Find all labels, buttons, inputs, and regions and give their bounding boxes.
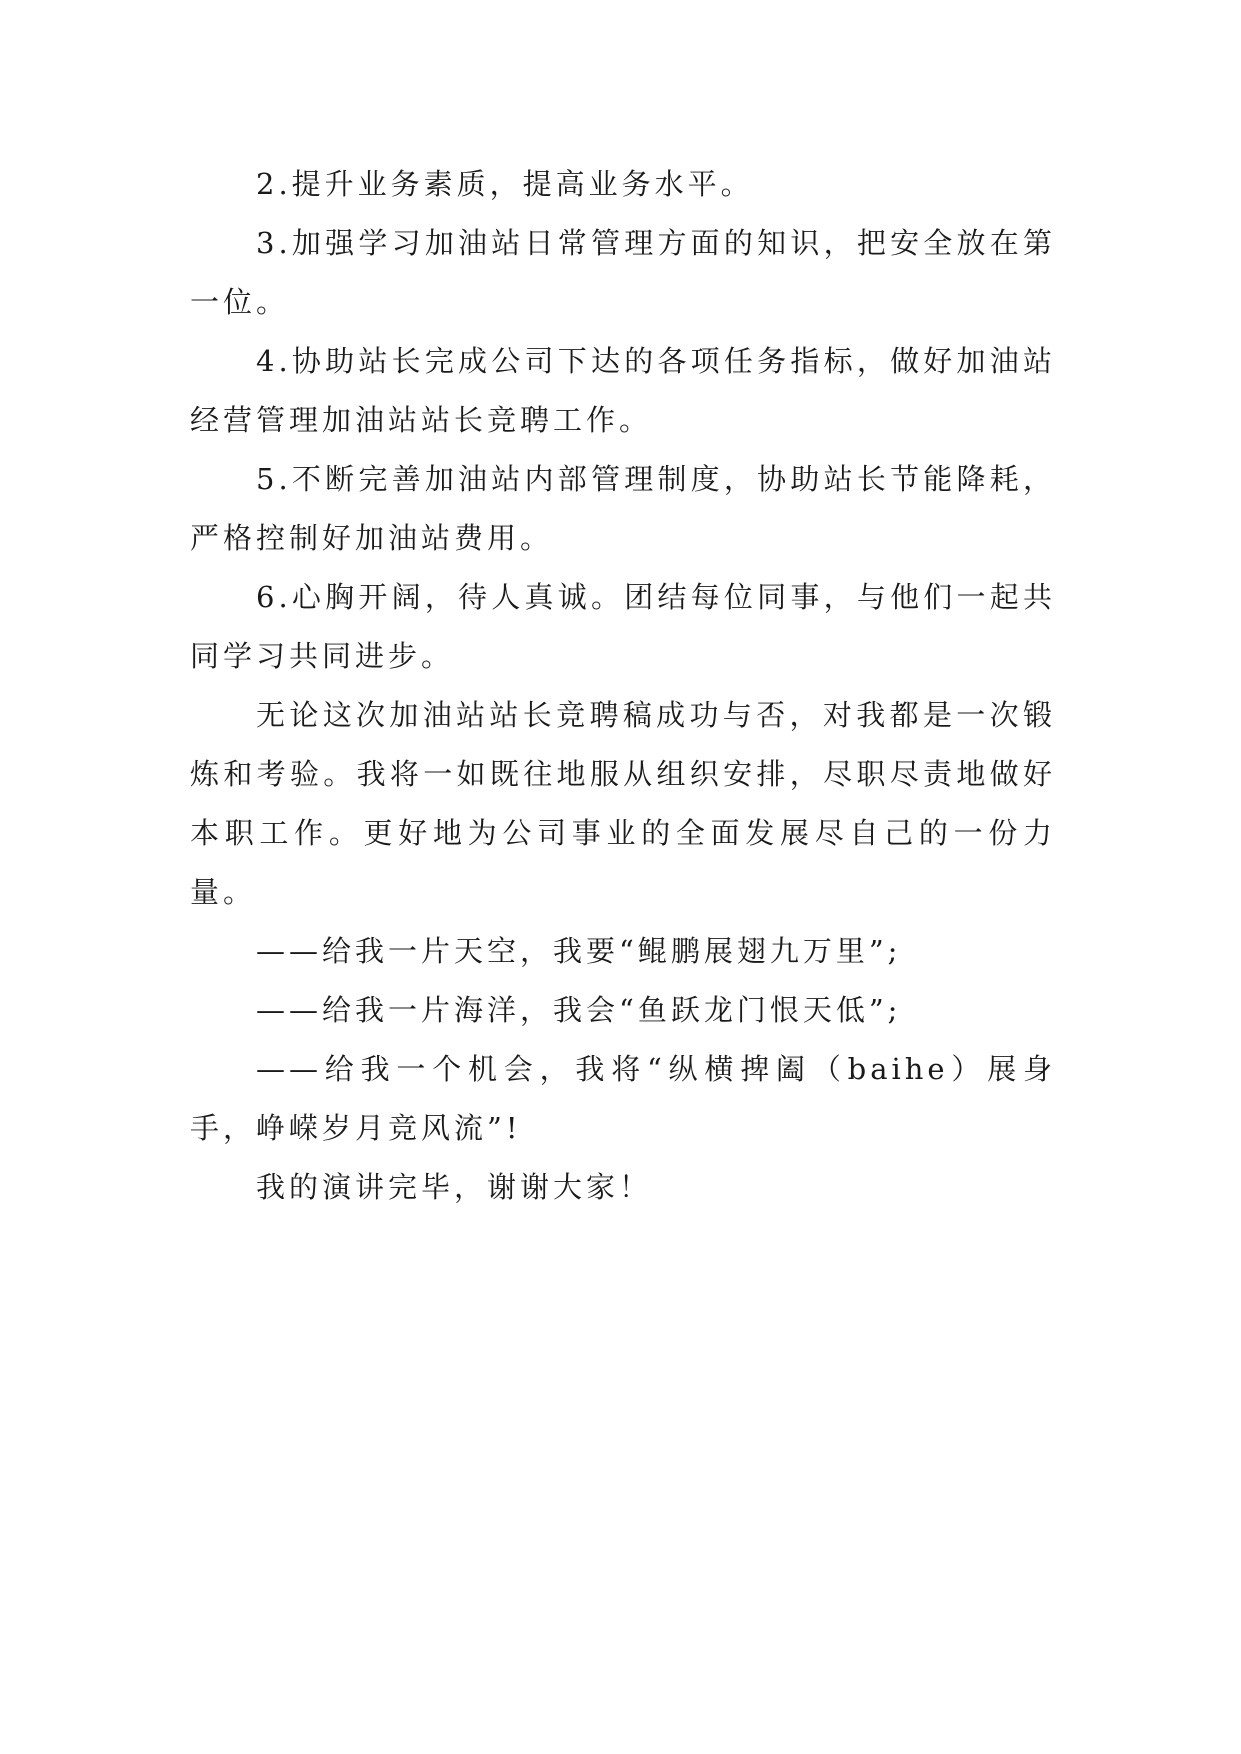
paragraph-item-4: 4.协助站长完成公司下达的各项任务指标，做好加油站经营管理加油站站长竞聘工作。 <box>190 344 1056 437</box>
paragraph-ocean: ——给我一片海洋，我会“鱼跃龙门恨天低”; <box>256 993 902 1027</box>
paragraph-item-5: 5.不断完善加油站内部管理制度，协助站长节能降耗，严格控制好加油站费用。 <box>190 462 1056 555</box>
paragraph-item-3: 3.加强学习加油站日常管理方面的知识，把安全放在第一位。 <box>190 226 1056 319</box>
document-body <box>190 155 1056 1217</box>
paragraph-sky: ——给我一片天空，我要“鲲鹏展翅九万里”; <box>256 934 902 968</box>
paragraph-item-2: 2.提升业务素质，提高业务水平。 <box>256 167 754 201</box>
paragraph-conclusion: 无论这次加油站站长竞聘稿成功与否，对我都是一次锻炼和考验。我将一如既往地服从组织安排，尽职尽责地做好本职工作。更好地为公司事业的全面发展尽自己的一份力量。 <box>190 698 1056 909</box>
paragraph-chance: ——给我一个机会，我将“纵横捭阖（baihe）展身手，峥嵘岁月竞风流”! <box>190 1052 1056 1145</box>
paragraph-item-6: 6.心胸开阔，待人真诚。团结每位同事，与他们一起共同学习共同进步。 <box>190 580 1056 673</box>
paragraph-closing: 我的演讲完毕，谢谢大家！ <box>256 1170 653 1204</box>
